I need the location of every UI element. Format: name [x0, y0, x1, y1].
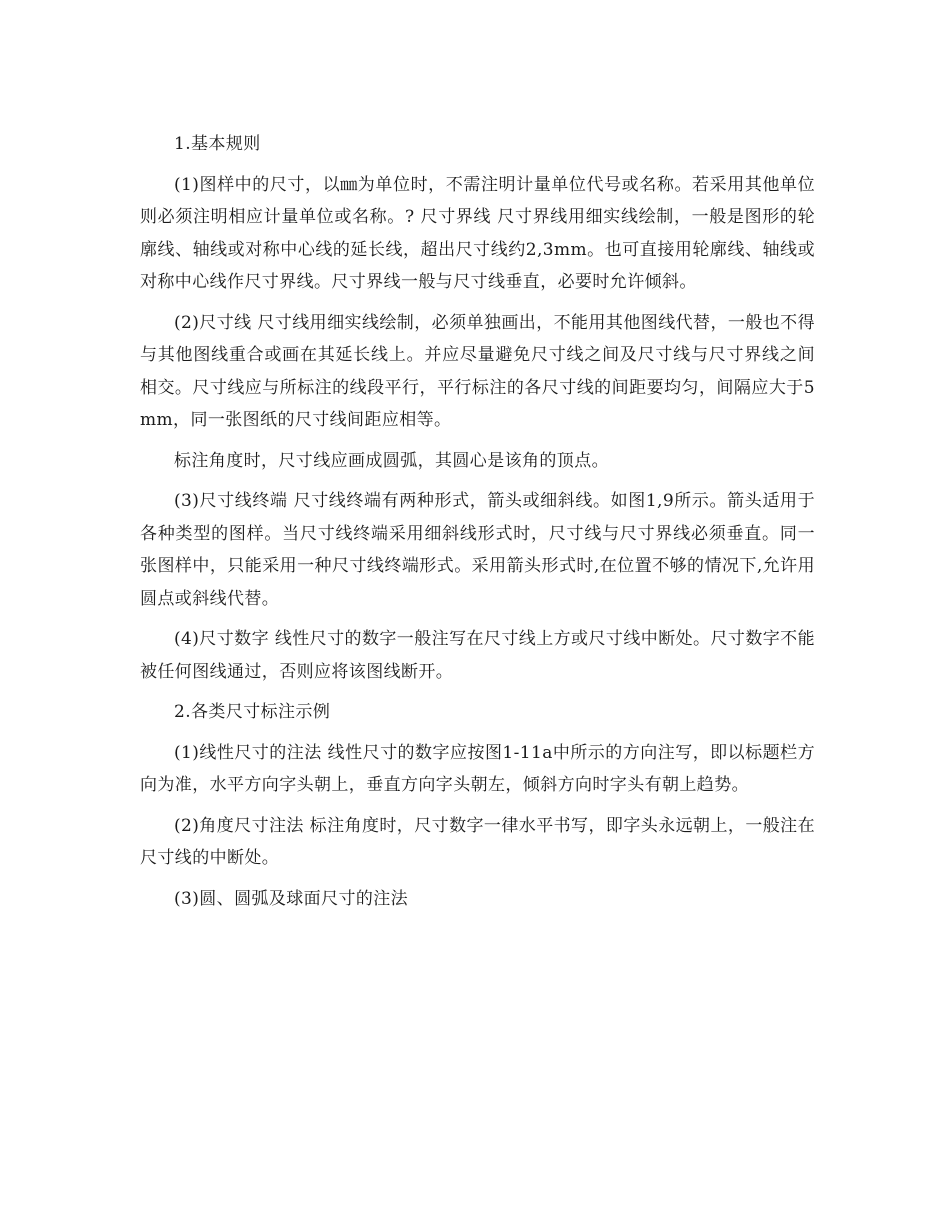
subheading-circle-arc-sphere: (3)圆、圆弧及球面尺寸的注法: [174, 888, 409, 909]
paragraph-angle-dimension: (2)角度尺寸注法 标注角度时，尺寸数字一律水平书写，即字头永远朝上，一般注在尺寸线的中断处。: [140, 815, 815, 868]
paragraph-angle-dimension-line: 标注角度时，尺寸线应画成圆弧，其圆心是该角的顶点。: [174, 450, 609, 471]
paragraph-dimension-units-and-extension-lines: (1)图样中的尺寸，以㎜为单位时，不需注明计量单位代号或名称。若采用其他单位则必须注明相应计量单位或名称。? 尺寸界线 尺寸界线用细实线绘制，一般是图形的轮廓线、轴线或对称中心线的延长线，超出尺寸线约2,3mm。也可直接用轮廓线、轴线或对称中心线作尺寸界线。尺寸界线一般与尺寸线垂直，必要时允许倾斜。: [140, 174, 815, 292]
paragraph-dimension-line-terminal: (3)尺寸线终端 尺寸线终端有两种形式，箭头或细斜线。如图1,9所示。箭头适用于各种类型的图样。当尺寸线终端采用细斜线形式时，尺寸线与尺寸界线必须垂直。同一张图样中，只能采用一种尺寸线终端形式。采用箭头形式时,在位置不够的情况下,允许用圆点或斜线代替。: [140, 491, 815, 609]
paragraph-dimension-numbers: (4)尺寸数字 线性尺寸的数字一般注写在尺寸线上方或尺寸线中断处。尺寸数字不能被任何图线通过，否则应将该图线断开。: [140, 629, 815, 682]
section-heading-basic-rules: 1.基本规则: [174, 134, 261, 154]
document-body: [140, 128, 815, 923]
paragraph-linear-dimension: (1)线性尺寸的注法 线性尺寸的数字应按图1-11a中所示的方向注写，即以标题栏方向为准，水平方向字头朝上，垂直方向字头朝左，倾斜方向时字头有朝上趋势。: [140, 742, 815, 795]
section-heading-dimension-examples: 2.各类尺寸标注示例: [174, 702, 331, 722]
paragraph-dimension-line: (2)尺寸线 尺寸线用细实线绘制，必须单独画出，不能用其他图线代替，一般也不得与其他图线重合或画在其延长线上。并应尽量避免尺寸线之间及尺寸线与尺寸界线之间相交。尺寸线应与所标注的线段平行，平行标注的各尺寸线的间距要均匀，间隔应大于5mm，同一张图纸的尺寸线间距应相等。: [140, 312, 815, 430]
